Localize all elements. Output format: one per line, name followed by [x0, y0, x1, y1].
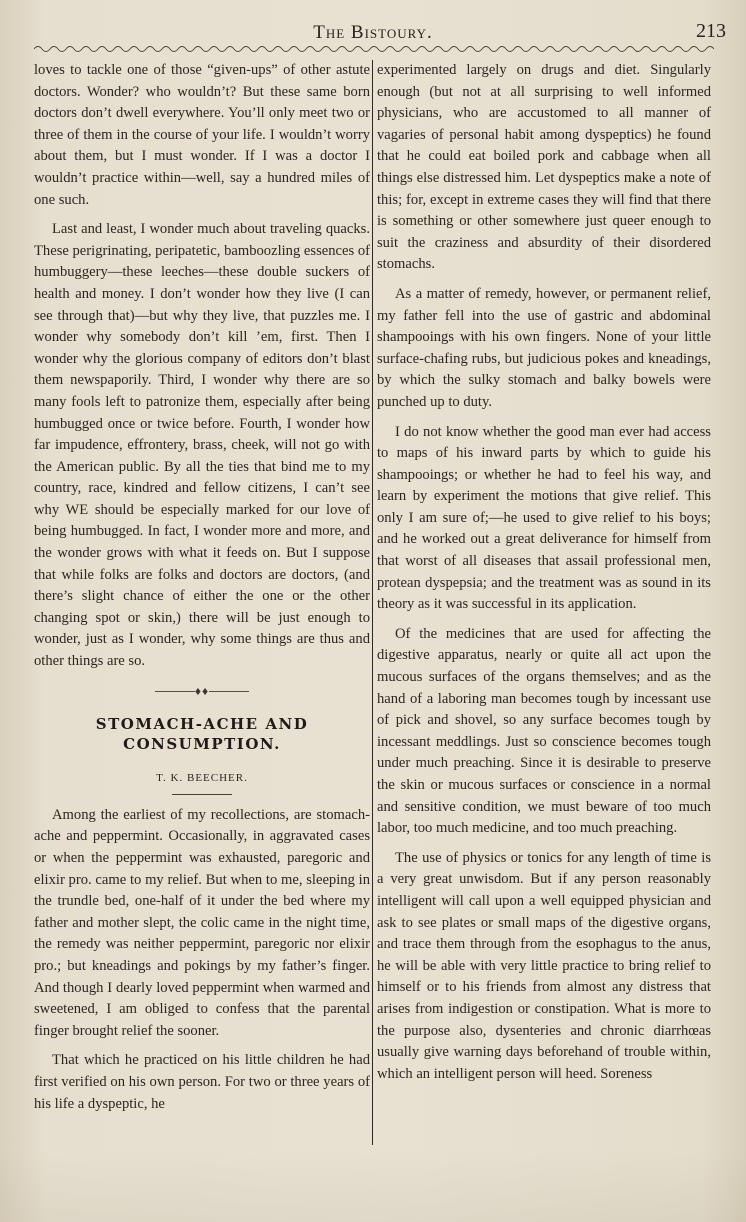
- article-paragraph-1: Among the earliest of my recollections, are stomach-ache and peppermint. Occasionally, in aggravated cases or when the peppermint was exhausted, paregoric and elixir pro. came to my relief. But when to me, sleeping in the trundle bed, one-half of it under the bed where my father and mother slept, the colic came in the night time, the remedy was neither peppermint, paregoric nor elixir pro.; but kneadings and pokings by my father’s finger. And though I dearly loved peppermint when warmed and sweetened, I am obliged to confess that the parental finger brought relief the sooner.: [34, 806, 370, 1039]
- article-paragraph-2: That which he practiced on his little children he had first verified on his own person. For two or three years of his life a dyspeptic, he: [34, 1052, 370, 1112]
- right-column: [377, 60, 711, 1093]
- right-paragraph-1: experimented largely on drugs and diet. Singularly enough (but not at all surprising to well informed physicians, who are accustomed to all manner of vagaries of personal habit among dyspeptics) he found that he could eat boiled pork and cabbage when all things else distressed him. Let dyspeptics make a note of this; for, except in extreme cases they will find that there is something or other somewhere just queer enough to suit the craziness and absurdity of their disordered stomachs.: [377, 62, 711, 273]
- page-header: [0, 0, 746, 60]
- right-paragraph-2: As a matter of remedy, however, or permanent relief, my father fell into the use of gastric and abdominal shampooings with his own fingers. None of your little surface-chafing rubs, but judicious pokes and kneadings, by which the sulky stomach and balky bowels were punched up to duty.: [377, 285, 711, 410]
- article-title: STOMACH-ACHE AND CONSUMPTION.: [95, 715, 309, 754]
- byline-rule: [172, 794, 232, 795]
- page-bottom-margin: [0, 1150, 746, 1222]
- right-paragraph-5: The use of physics or tonics for any length of time is a very great unwisdom. But if any person reasonably intelligent will call upon a well equipped physician and ask to see plates or small maps of the digestive organs, and trace them through from the esophagus to the anus, he will be able with very little practice to bring relief to himself or to his friends from almost any distress that arises from indigestion or constipation. What is more to the purpose also, dysenteries and chronic diarrhœas usually give warning days beforehand of trouble within, which an intelligent person will heed. Soreness: [377, 849, 711, 1082]
- right-paragraph-4: Of the medicines that are used for affecting the digestive apparatus, nearly or quite all act upon the mucous surfaces of the organs themselves; and as the hand of a laboring man becomes tough by incessant use of pick and shovel, so any surface becomes tough by incessant meddlings. Just so conscience becomes tough under much preaching. Since it is desirable to preserve the skin or mucous surfaces or conscience in a normal and sensitive condition, we must beware of too much labor, too much medicine, and too much preaching.: [377, 625, 711, 837]
- left-column: [34, 60, 370, 1123]
- left-paragraph-2: Last and least, I wonder much about traveling quacks. These perigrinating, peripatetic, bamboozling essences of humbuggery—these leeches—these double suckers of health and money. I don’t wonder how they live (I can see through that)—but why they live, that puzzles me. I wonder why somebody don’t kill ’em, first. Then I wonder why the glorious company of editors don’t blast them newspaporily. Third, I wonder why there are so many fools left to patronize them, especially after being humbugged once or twice before. Fourth, I wonder how far impudence, effrontery, brass, cheek, will not go with the American public. By all the ties that bind me to my country, race, kindred and fellow citizens, I can’t see why WE should be especially marked for our love of being humbugged. In fact, I wonder more and more, and the wonder grows with what it feeds on. But I suppose that while folks are folks and doctors are doctors, (and there’s slight chance of either the one or the other changing spot or skin,) there will be just enough to wonder, just as I wonder, why some things are thus and other things are so.: [34, 221, 370, 670]
- right-paragraph-3: I do not know whether the good man ever had access to maps of his inward parts by which to guide his shampooings; or whether he had to feel his way, and learn by experiment the motions that give relief. This only I am sure of;—he used to give relief to his boys; and he worked out a great deliverance for himself from that worst of all diseases that assail professional men, protean dyspepsia; and the treatment was as sound in its theory as it was successful in its application.: [377, 423, 711, 613]
- section-divider-ornament: ♦♦: [34, 681, 370, 703]
- article-byline: T. K. BEECHER.: [156, 772, 248, 785]
- running-title: The Bistoury.: [313, 22, 433, 43]
- left-paragraph-1: loves to tackle one of those “given-ups” of other astute doctors. Wonder? who wouldn’t? But these same born doctors don’t dwell everywhere. You’ll only meet two or three of them in the course of your life. I wouldn’t worry about them, but I must wonder. If I was a doctor I wouldn’t practice within—well, say a hundred miles of one such.: [34, 62, 370, 208]
- header-wavy-rule: [34, 44, 714, 54]
- column-divider: [372, 60, 373, 1145]
- page-number: 213: [696, 20, 726, 42]
